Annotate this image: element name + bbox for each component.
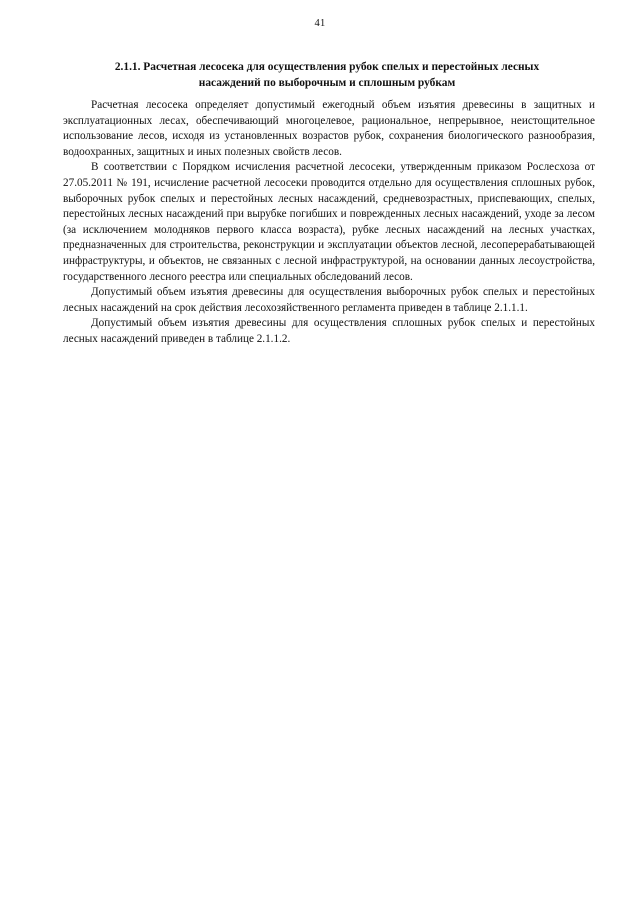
paragraph-calculation-order: В соответствии с Порядком исчисления расчетной лесосеки, утвержденным приказом Рослесхоза от 27.05.2011 № 191, исчисление расчетной лесосеки проводится отдельно для осуществления сплошных рубок, выборочных рубок спелых и перестойных лесных насаждений, средневозрастных, приспевающих, спелых, перестойных лесных насаждений при вырубке погибших и поврежденных лесных насаждений, уходе за лесом (за исключением молодняков первого класса возраста), рубке лесных насаждений на лесных участках, предназначенных для строительства, реконструкции и эксплуатации объектов лесной, лесоперерабатывающей инфраструктуры, и объектов, не связанных с лесной инфраструктурой, на основании данных лесоустройства, государственного лесного реестра или специальных обследований лесов. (63, 161, 595, 283)
page-number: 41 (314, 18, 326, 29)
section-heading-line-1: 2.1.1. Расчетная лесосека для осуществления рубок спелых и перестойных лесных (114, 61, 540, 73)
section-heading-line-2: насаждений по выборочным и сплошным рубкам (198, 76, 456, 89)
paragraph-clear-cutting-reference: Допустимый объем изъятия древесины для осуществления сплошных рубок спелых и перестойных лесных насаждений приведен в таблице 2.1.1.2. (63, 317, 595, 345)
paragraph-allowable-cut-definition: Расчетная лесосека определяет допустимый ежегодный объем изъятия древесины в защитных и эксплуатационных лесах, обеспечивающий многоцелевое, рациональное, непрерывное, неистощительное использование лесов, исходя из установленных возрастов рубок, сохранения биологического разнообразия, водоохранных, защитных и иных полезных свойств лесов. (63, 99, 595, 158)
paragraph-selective-cutting-reference: Допустимый объем изъятия древесины для осуществления выборочных рубок спелых и перестойных лесных насаждений на срок действия лесохозяйственного регламента приведен в таблице 2.1.1.1. (63, 286, 595, 314)
body-text (63, 98, 595, 348)
section-heading (62, 60, 592, 91)
